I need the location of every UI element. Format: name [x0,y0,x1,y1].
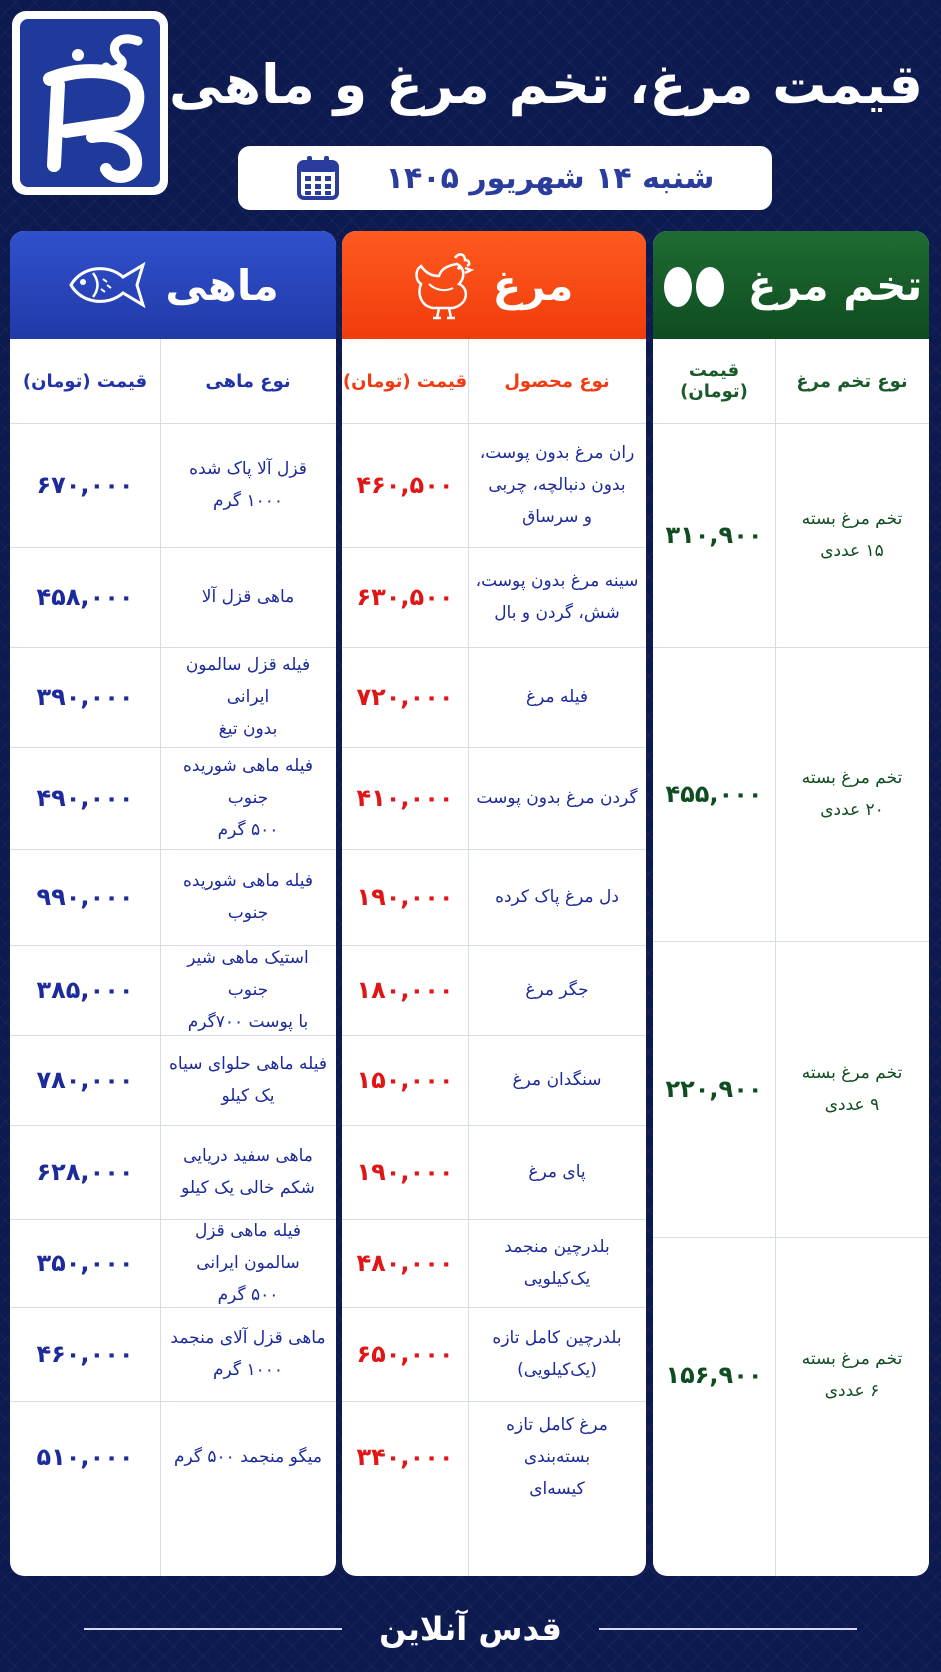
chicken-row [342,1219,646,1308]
footer-rule-right [599,1628,857,1630]
footer [0,1604,941,1654]
fish-item-price: ۳۸۵,۰۰۰ [36,976,134,1004]
fish-item-name: میگو منجمد ۵۰۰ گرم [174,1447,322,1467]
fish-item-price: ۴۹۰,۰۰۰ [36,784,134,812]
egg-panel-title: تخم مرغ [747,260,923,310]
egg-panel-header [653,231,929,339]
fish-item-name: فیله ماهی شوریده جنوب [182,871,314,923]
fish-row [10,1401,336,1513]
chicken-item-price: ۶۳۰,۵۰۰ [356,583,454,611]
chicken-item-price: ۴۸۰,۰۰۰ [356,1249,454,1277]
logo [12,11,168,195]
chicken-item-name: پای مرغ [528,1162,586,1182]
egg-item-price: ۲۲۰,۹۰۰ [665,1075,763,1103]
fish-item-price: ۳۵۰,۰۰۰ [36,1249,134,1277]
eggs-icon [660,259,730,311]
egg-panel [653,231,929,1576]
fish-row [10,647,336,748]
chicken-item-price: ۱۸۰,۰۰۰ [356,976,454,1004]
chicken-row [342,1307,646,1402]
egg-item-name: تخم مرغ بسته ۱۵ عددی [801,509,903,561]
fish-row [10,747,336,850]
fish-row [10,547,336,648]
chicken-item-price: ۴۶۰,۵۰۰ [356,471,454,499]
fish-item-name: ماهی سفید دریایی شکم خالی یک کیلو [181,1146,315,1198]
chicken-row [342,945,646,1036]
fish-item-price: ۵۱۰,۰۰۰ [36,1443,134,1471]
fish-item-name: ماهی قزل آلای منجمد ۱۰۰۰ گرم [170,1328,326,1380]
logo-glyph-icon [20,19,160,187]
egg-row [653,647,929,942]
fish-col-type: نوع ماهی [205,370,291,392]
fish-row [10,849,336,946]
chicken-icon [415,250,475,320]
egg-item-name: تخم مرغ بسته ۲۰ عددی [801,768,903,820]
chicken-item-name: جگر مرغ [525,980,589,1000]
fish-panel-title: ماهی [165,260,279,310]
fish-item-price: ۳۹۰,۰۰۰ [36,683,134,711]
egg-column-header [653,339,929,424]
chicken-item-price: ۴۱۰,۰۰۰ [356,784,454,812]
fish-item-price: ۶۲۸,۰۰۰ [36,1158,134,1186]
fish-row [10,1307,336,1402]
fish-panel [10,231,336,1576]
egg-item-price: ۱۵۶,۹۰۰ [665,1361,763,1389]
fish-column-header [10,339,336,424]
egg-item-name: تخم مرغ بسته ۹ عددی [801,1063,903,1115]
footer-source: قدس آنلاین [379,1610,562,1648]
chicken-row [342,1401,646,1513]
page-title: قیمت مرغ، تخم مرغ و ماهی [169,53,923,116]
chicken-item-price: ۱۹۰,۰۰۰ [356,1158,454,1186]
egg-item-price: ۳۱۰,۹۰۰ [665,521,763,549]
chicken-panel-title: مرغ [492,260,574,310]
chicken-row [342,1125,646,1220]
chicken-row [342,747,646,850]
egg-row [653,941,929,1238]
fish-item-name: استیک ماهی شیر جنوب با پوست ۷۰۰گرم [187,948,309,1032]
chicken-item-price: ۳۴۰,۰۰۰ [356,1443,454,1471]
fish-item-price: ۴۵۸,۰۰۰ [36,583,134,611]
fish-item-name: فیله ماهی قزل سالمون ایرانی ۵۰۰ گرم [194,1221,302,1305]
chicken-item-name: بلدرچین منجمد یک‌کیلویی [504,1237,610,1289]
fish-item-price: ۹۹۰,۰۰۰ [36,883,134,911]
chicken-item-name: گردن مرغ بدون پوست [476,788,638,808]
fish-panel-header [10,231,336,339]
chicken-item-price: ۱۹۰,۰۰۰ [356,883,454,911]
chicken-row [342,423,646,548]
fish-row [10,1035,336,1126]
fish-col-price: قیمت (تومان) [22,370,148,392]
chicken-col-price: قیمت (تومان) [342,370,468,392]
chicken-item-name: بلدرچین کامل تازه (یک‌کیلویی) [492,1328,622,1380]
egg-row [653,423,929,648]
chicken-item-price: ۶۵۰,۰۰۰ [356,1340,454,1368]
chicken-item-name: سینه مرغ بدون پوست، شش، گردن و بال [475,571,639,623]
egg-col-price: قیمت (تومان) [680,360,748,402]
fish-item-name: ماهی قزل آلا [201,587,295,607]
chicken-column-header [342,339,646,424]
chicken-item-price: ۱۵۰,۰۰۰ [356,1066,454,1094]
fish-item-price: ۶۷۰,۰۰۰ [36,471,134,499]
egg-row [653,1237,929,1513]
fish-row [10,1219,336,1308]
calendar-icon [296,155,340,201]
fish-item-price: ۴۶۰,۰۰۰ [36,1340,134,1368]
date-text: شنبه ۱۴ شهریور ۱۴۰۵ [385,160,715,196]
fish-item-name: فیله قزل سالمون ایرانی بدون تیغ [185,655,311,739]
fish-row [10,423,336,548]
chicken-item-name: ران مرغ بدون پوست، بدون دنبالچه، چربی و سرساق [479,443,635,527]
fish-item-price: ۷۸۰,۰۰۰ [36,1066,134,1094]
chicken-panel [342,231,646,1576]
logo-mark [20,19,160,187]
chicken-item-name: سنگدان مرغ [512,1070,602,1090]
chicken-row [342,547,646,648]
chicken-panel-header [342,231,646,339]
egg-item-price: ۴۵۵,۰۰۰ [665,780,763,808]
fish-item-name: فیله ماهی شوریده جنوب ۵۰۰ گرم [182,756,314,840]
fish-item-name: فیله ماهی حلوای سیاه یک کیلو [168,1054,328,1106]
chicken-item-name: دل مرغ پاک کرده [495,887,619,907]
fish-icon [67,259,147,311]
fish-row [10,1125,336,1220]
footer-rule-left [84,1628,342,1630]
fish-item-name: قزل آلا پاک شده ۱۰۰۰ گرم [189,459,307,511]
chicken-row [342,849,646,946]
fish-row [10,945,336,1036]
egg-item-name: تخم مرغ بسته ۶ عددی [801,1349,903,1401]
chicken-row [342,647,646,748]
chicken-item-name: فیله مرغ [525,687,589,707]
chicken-row [342,1035,646,1126]
chicken-item-price: ۷۲۰,۰۰۰ [356,683,454,711]
chicken-col-type: نوع محصول [504,370,610,392]
egg-col-type: نوع تخم مرغ [796,370,908,392]
chicken-item-name: مرغ کامل تازه بسته‌بندی کیسه‌ای [506,1415,608,1499]
date-box [238,146,772,210]
